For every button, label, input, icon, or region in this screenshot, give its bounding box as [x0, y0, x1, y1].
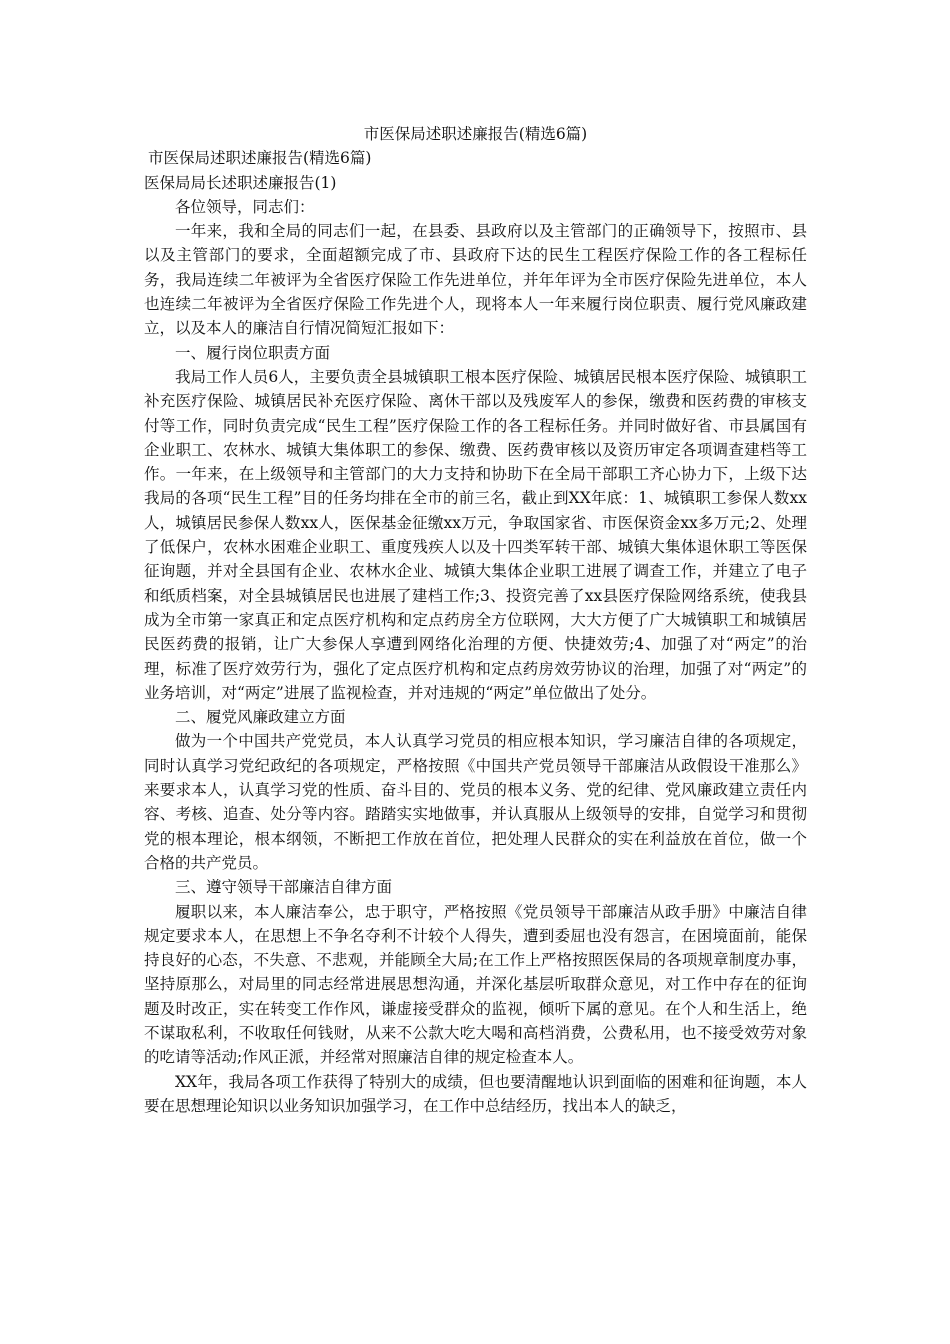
- section-body-party-conduct: 做为一个中国共产党党员，本人认真学习党员的相应根本知识，学习廉洁自律的各项规定，同时认真学习党纪政纪的各项规定，严格按照《中国共产党员领导干部廉洁从政假设干准那么》来要求本人，认真学习党的性质、奋斗目的、党员的根本义务、党的纪律、党风廉政建立责任内容、考核、追查、处分等内容。踏踏实实地做事，并认真服从上级领导的安排，自觉学习和贯彻党的根本理论，根本纲领，不断把工作放在首位，把处理人民群众的实在利益放在首位，做一个合格的共产党员。: [144, 732, 807, 872]
- section-heading-self-discipline: 三、遵守领导干部廉洁自律方面: [175, 878, 393, 897]
- section-heading-party-conduct: 二、履党风廉政建立方面: [175, 708, 346, 727]
- report-title: 医保局局长述职述廉报告(1): [144, 173, 337, 192]
- intro-paragraph: 一年来，我和全局的同志们一起，在县委、县政府以及主管部门的正确领导下，按照市、县以及主管部门的要求，全面超额完成了市、县政府下达的民生工程医疗保险工作的各工程标任务，我局连续二年被评为全省医疗保险工作先进单位，并年年评为全市医疗保险先进单位，本人也连续二年被评为全省医疗保险工作先进个人，现将本人一年来履行岗位职责、履行党风廉政建立，以及本人的廉洁自行情况简短汇报如下：: [144, 222, 807, 338]
- section-body-duties: 我局工作人员6人，主要负责全县城镇职工根本医疗保险、城镇居民根本医疗保险、城镇职工补充医疗保险、城镇居民补充医疗保险、离休干部以及残废军人的参保，缴费和医药费的审核支付等工作，同时负责完成“民生工程”医疗保险工作的各工程标任务。并同时做好省、市县属国有企业职工、农林水、城镇大集体职工的参保、缴费、医药费审核以及资历审定各项调查建档等工作。一年来，在上级领导和主管部门的大力支持和协助下在全局干部职工齐心协力下，上级下达我局的各项“民生工程”目的任务均排在全市的前三名，截止到XX年底：1、城镇职工参保人数xx人，城镇居民参保人数xx人，医保基金征缴xx万元，争取国家省、市医保资金xx多万元;2、处理了低保户，农林水困难企业职工、重度残疾人以及十四类军转干部、城镇大集体退休职工等医保征询题，并对全县国有企业、农林水企业、城镇大集体企业职工进展了调查工作，并建立了电子和纸质档案，对全县城镇居民也进展了建档工作;3、投资完善了xx县医疗保险网络系统，使我县成为全市第一家真正和定点医疗机构和定点药房全方位联网，大大方便了广大城镇职工和城镇居民医药费的报销，让广大参保人享遭到网络化治理的方便、快捷效劳;4、加强了对“两定”的治理，标准了医疗效劳行为，强化了定点医疗机构和定点药房效劳协议的治理，加强了对“两定”的业务培训，对“两定”进展了监视检查，并对违规的“两定”单位做出了处分。: [144, 367, 807, 702]
- document-subtitle: 市医保局述职述廉报告(精选6篇): [148, 149, 372, 168]
- document-page: [144, 122, 807, 1118]
- section-heading-duties: 一、履行岗位职责方面: [175, 343, 331, 362]
- document-title: 市医保局述职述廉报告(精选6篇): [363, 125, 588, 143]
- section-body-self-discipline: 履职以来，本人廉洁奉公，忠于职守，严格按照《党员领导干部廉洁从政手册》中廉洁自律规定要求本人，在思想上不争名夺利不计较个人得失，遭到委屈也没有怨言，在困境面前，能保持良好的心态，不失意、不悲观，并能顾全大局;在工作上严格按照医保局的各项规章制度办事，坚持原那么，对局里的同志经常进展思想沟通，并深化基层听取群众意见，对工作中存在的征询题及时改正，实在转变工作作风，谦虚接受群众的监视，倾听下属的意见。在个人和生活上，绝不谋取私利，不收取任何钱财，从来不公款大吃大喝和高档消费，公费私用，也不接受效劳对象的吃请等活动;作风正派，并经常对照廉洁自律的规定检查本人。: [144, 902, 807, 1067]
- greeting: 各位领导，同志们：: [175, 197, 315, 216]
- closing-paragraph: XX年，我局各项工作获得了特别大的成绩，但也要清醒地认识到面临的困难和征询题，本人要在思想理论知识以业务知识加强学习，在工作中总结经历，找出本人的缺乏，: [144, 1072, 807, 1115]
